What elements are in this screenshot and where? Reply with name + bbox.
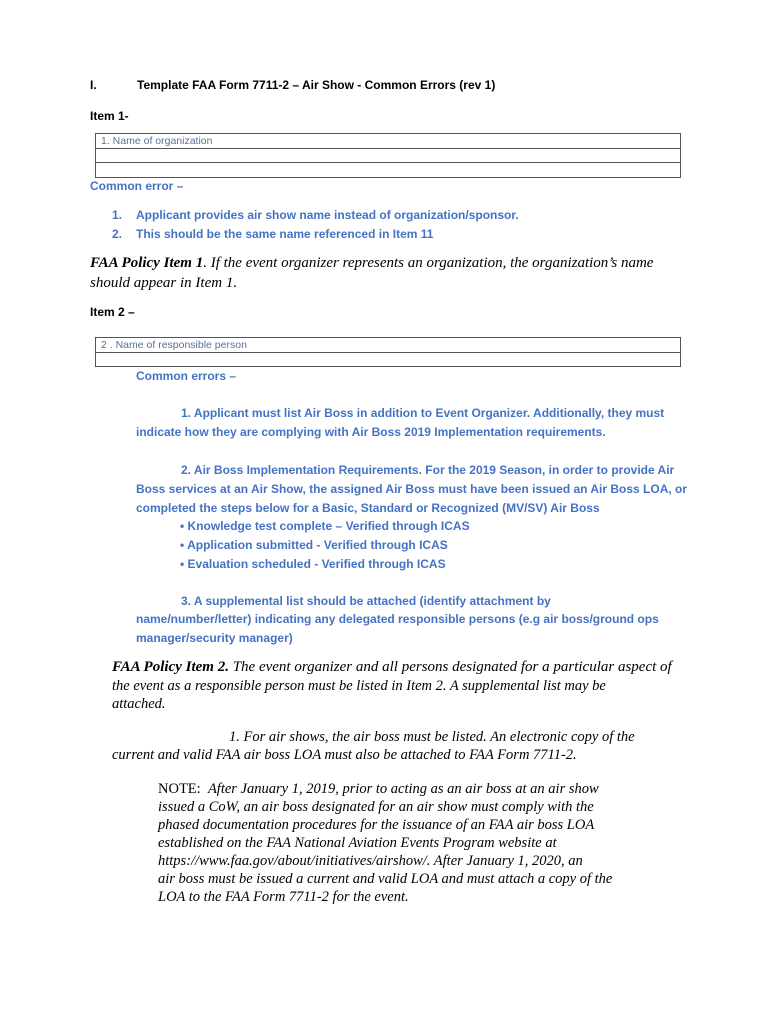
item1-policy-lead: FAA Policy Item 1 <box>90 255 204 271</box>
item2-policy-line3: attached. <box>112 696 166 712</box>
item2-bullet-2: • Application submitted - Verified through ICAS <box>180 538 448 552</box>
note-line-6: air boss must be issued a current and valid LOA and must attach a copy of the <box>158 871 613 887</box>
note-line-3: phased documentation procedures for the issuance of an FAA air boss LOA <box>158 817 595 833</box>
item2-error2-line2: Boss services at an Air Show, the assigned Air Boss must have been issued an Air Boss LOA, or <box>136 482 688 496</box>
section-roman-numeral: I. <box>90 78 97 92</box>
item1-heading: Item 1- <box>90 109 129 123</box>
item1-error-1: Applicant provides air show name instead of organization/sponsor. <box>136 208 519 222</box>
item1-error-number: 1. <box>112 208 123 222</box>
item2-policy-line2: the event as a responsible person must be listed in Item 2. A supplemental list may be <box>112 678 606 694</box>
item1-policy <box>90 254 710 273</box>
item2-form-field <box>95 337 681 367</box>
item2-policy-text: The event organizer and all persons designated for a particular aspect of <box>228 659 672 675</box>
item2-policy-lead: FAA Policy Item 2. <box>112 659 229 675</box>
item2-sub1-line1: 1. For air shows, the air boss must be listed. An electronic copy of the <box>229 729 635 745</box>
note-lead: NOTE: <box>158 781 201 797</box>
note-line-1 <box>158 780 599 799</box>
item2-error1-line1: 1. Applicant must list Air Boss in addition to Event Organizer. Additionally, they must <box>181 406 665 420</box>
item2-error3-line3: manager/security manager) <box>136 631 293 645</box>
note-line-4: established on the FAA National Aviation Events Program website at <box>158 835 557 851</box>
note-line-2: issued a CoW, an air boss designated for an air show must comply with the <box>158 799 594 815</box>
note-line-7: LOA to the FAA Form 7711-2 for the event. <box>158 889 409 905</box>
item2-error2-line1: 2. Air Boss Implementation Requirements. For the 2019 Season, in order to provide Air <box>181 463 675 477</box>
item2-field-label: 2 . Name of responsible person <box>101 339 247 351</box>
item1-field-label: 1. Name of organization <box>101 135 213 147</box>
item2-error3-line1: 3. A supplemental list should be attached (identify attachment by <box>181 594 551 608</box>
item2-error2-line3: completed the steps below for a Basic, Standard or Recognized (MV/SV) Air Boss <box>136 501 600 515</box>
item1-form-field <box>95 133 681 178</box>
item1-policy-text: . If the event organizer represents an organization, the organization’s name <box>203 255 654 271</box>
item2-policy-line1 <box>112 658 712 677</box>
item2-common-errors-heading: Common errors – <box>136 369 237 383</box>
item2-bullet-3: • Evaluation scheduled - Verified through ICAS <box>180 557 446 571</box>
note-line-5: https://www.faa.gov/about/initiatives/airshow/. After January 1, 2020, an <box>158 853 583 869</box>
item2-sub1-line2: current and valid FAA air boss LOA must also be attached to FAA Form 7711-2. <box>112 747 577 763</box>
page-title: Template FAA Form 7711-2 – Air Show - Common Errors (rev 1) <box>137 78 496 92</box>
note-text-1: After January 1, 2019, prior to acting as an air boss at an air show <box>207 781 599 797</box>
item1-error-2: This should be the same name referenced in Item 11 <box>136 227 434 241</box>
item1-policy-text-2: should appear in Item 1. <box>90 275 238 291</box>
item2-error3-line2: name/number/letter) indicating any delegated responsible persons (e.g air boss/ground ops <box>136 612 659 626</box>
item1-common-error-heading: Common error – <box>90 179 184 193</box>
item1-error-number: 2. <box>112 227 123 241</box>
item2-heading: Item 2 – <box>90 305 135 319</box>
item2-bullet-1: • Knowledge test complete – Verified through ICAS <box>180 519 470 533</box>
item2-error1-line2: indicate how they are complying with Air Boss 2019 Implementation requirements. <box>136 425 606 439</box>
